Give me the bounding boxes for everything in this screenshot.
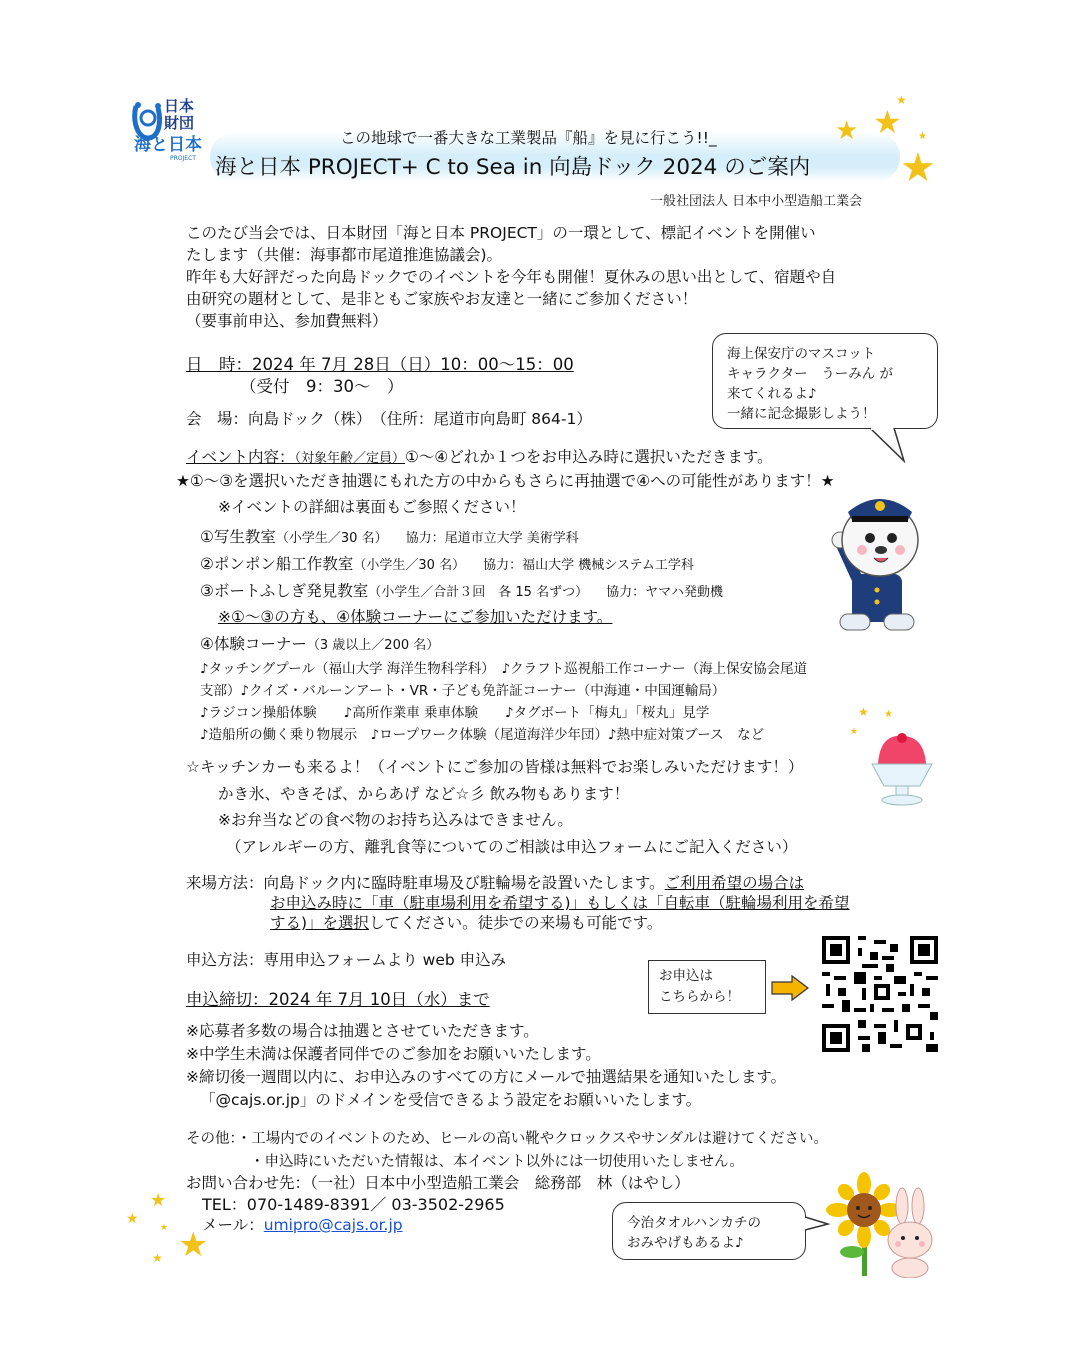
bubble-line: おみやげもあるよ♪	[627, 1235, 744, 1251]
star-icon: ★	[858, 705, 869, 719]
apply-box-line: お申込は	[659, 968, 713, 984]
star-icon: ★	[160, 1223, 169, 1233]
access-info: 来場方法：向島ドック内に臨時駐車場及び駐輪場を設置いたします。ご利用希望の場合は	[186, 874, 805, 892]
apply-deadline: 申込締切：2024 年 7月 10日（水）まで	[186, 990, 490, 1009]
intro-text: 由研究の題材として、是非ともご家族やお友達と一緒にご参加ください！	[186, 290, 698, 308]
details-note: ※イベントの詳細は裏面もご参照ください！	[218, 498, 526, 516]
corner-list: ♪ラジコン操船体験 ♪高所作業車 乗車体験 ♪タグボート「梅丸」「桜丸」見学	[200, 705, 710, 721]
event-item-1: ①写生教室（小学生／30 名） 協力：尾道市立大学 美術学科	[200, 528, 579, 546]
event-item-3: ③ボートふしぎ発見教室（小学生／合計３回 各 15 名ずつ） 協力：ヤマハ発動機	[200, 582, 723, 600]
star-icon: ★	[873, 103, 902, 141]
bubble-line: 来てくれるよ♪	[727, 386, 817, 402]
logo-text-umi: 海と日本	[134, 135, 202, 155]
corner-list: 支部）♪クイズ・バルーンアート・VR・子ども免許証コーナー（中海連・中国運輸局）	[200, 683, 726, 699]
bubble-line: 海上保安庁のマスコット	[727, 346, 876, 362]
shaved-ice-icon	[866, 730, 936, 808]
sunflower-rabbit-icon	[822, 1172, 942, 1278]
events-heading: イベント内容：（対象年齢／定員）①～④どれか１つをお申込み時に選択いただきます。	[186, 448, 773, 466]
event-date: 日 時：2024 年 7月 28日（日）10：00～15：00	[186, 355, 574, 374]
event-item-2: ②ポンポン船工作教室（小学生／30 名） 協力：福山大学 機械システム工学科	[200, 555, 694, 573]
lottery-note: ★①～③を選択いただき抽選にもれた方の中からもさらに再抽選で④への可能性があります！★	[176, 472, 835, 490]
other-note: ・申込時にいただいた情報は、本イベント以外には一切使用いたしません。	[250, 1154, 744, 1170]
other-note: その他：・工場内でのイベントのため、ヒールの高い靴やクロックスやサンダルは避けてください。	[186, 1131, 829, 1147]
bubble-line: 一緒に記念撮影しよう！	[727, 406, 876, 422]
mascot-speech-bubble	[712, 333, 938, 429]
qr-code[interactable]	[822, 936, 938, 1052]
events-note: ※①～③の方も、④体験コーナーにご参加いただけます。	[218, 608, 613, 626]
logo-text-zaidan: 財団	[164, 114, 195, 132]
subtitle: この地球で一番大きな工業製品『船』を見に行こう!!_	[340, 129, 717, 147]
apply-note: ※応募者多数の場合は抽選とさせていただきます。	[186, 1022, 539, 1040]
reception-time: （受付 9：30～ ）	[240, 377, 404, 396]
logo-text-project: PROJECT	[170, 155, 196, 162]
logo-text-nippon: 日本	[164, 97, 195, 115]
star-icon: ★	[884, 709, 893, 720]
star-icon: ★	[896, 93, 907, 107]
event-item-4: ④体験コーナー（3 歳以上／200 名）	[200, 635, 440, 653]
contact-mail: メール：umipro@cajs.or.jp	[202, 1216, 403, 1234]
bubble-line: 今治タオルハンカチの	[627, 1215, 762, 1231]
intro-text: 昨年も大好評だった向島ドックでのイベントを今年も開催！夏休みの思い出として、宿題や自	[186, 268, 837, 286]
star-icon: ★	[178, 1225, 209, 1265]
kitchen-text: かき氷、やきそば、からあげ など☆彡 飲み物もあります！	[218, 785, 630, 803]
mascot-umin-icon	[822, 486, 932, 636]
apply-note: 「@cajs.or.jp」のドメインを受信できるよう設定をお願いいたします。	[200, 1091, 702, 1109]
bubble-tail-icon	[868, 427, 908, 463]
apply-note: ※締切後一週間以内に、お申込みのすべての方にメールで抽選結果を通知いたします。	[186, 1068, 787, 1086]
kitchen-text: （アレルギーの方、離乳食等についてのご相談は申込フォームにご記入ください）	[226, 838, 798, 856]
intro-text: たします（共催：海事都市尾道推進協議会)。	[186, 246, 503, 264]
organizer: 一般社団法人 日本中小型造船工業会	[650, 194, 863, 209]
access-info: する)」を選択してください。徒歩での来場も可能です。	[270, 914, 663, 932]
star-icon: ★	[850, 727, 859, 737]
page-title: 海と日本 PROJECT+ C to Sea in 向島ドック 2024 のご案内	[215, 155, 811, 180]
mail-link[interactable]: umipro@cajs.or.jp	[263, 1216, 403, 1234]
kitchen-car-heading: ☆キッチンカーも来るよ！（イベントにご参加の皆様は無料でお楽しみいただけます！）	[186, 758, 804, 776]
apply-method: 申込方法：専用申込フォームより web 申込み	[186, 951, 507, 969]
star-icon: ★	[835, 116, 859, 146]
towel-speech-bubble	[612, 1202, 806, 1260]
event-venue: 会 場：向島ドック（株） （住所：尾道市向島町 864-1）	[186, 410, 592, 428]
corner-list: ♪造船所の働く乗り物展示 ♪ロープワーク体験（尾道海洋少年団）♪熱中症対策ブース など	[200, 727, 765, 743]
star-icon: ★	[152, 1251, 163, 1265]
star-icon: ★	[150, 1190, 167, 1211]
contact-tel: TEL：070-1489-8391／ 03-3502-2965	[202, 1195, 505, 1214]
corner-list: ♪タッチングプール（福山大学 海洋生物科学科） ♪クラフト巡視船工作コーナー（海上保安協会尾道	[200, 661, 808, 677]
star-icon: ★	[900, 145, 936, 191]
intro-text: このたび当会では、日本財団「海と日本 PROJECT」の一環として、標記イベントを開催い	[186, 224, 816, 242]
apply-box-line: こちらから！	[659, 989, 740, 1005]
umi-logo	[132, 98, 208, 166]
intro-text: （要事前申込、参加費無料）	[186, 312, 388, 330]
apply-note: ※中学生未満は保護者同伴でのご参加をお願いいたします。	[186, 1045, 601, 1063]
apply-here-box	[648, 960, 766, 1014]
arrow-right-icon	[770, 974, 810, 1002]
contact-heading: お問い合わせ先：（一社）日本中小型造船工業会 総務部 林（はやし）	[186, 1174, 690, 1192]
bubble-line: キャラクター うーみん が	[727, 366, 894, 382]
star-icon: ★	[918, 131, 927, 142]
kitchen-text: ※お弁当などの食べ物のお持ち込みはできません。	[218, 811, 573, 829]
star-icon: ★	[126, 1211, 139, 1227]
access-info: お申込み時に「車（駐車場利用を希望する)」もしくは「自転車（駐輪場利用を希望	[270, 894, 850, 912]
